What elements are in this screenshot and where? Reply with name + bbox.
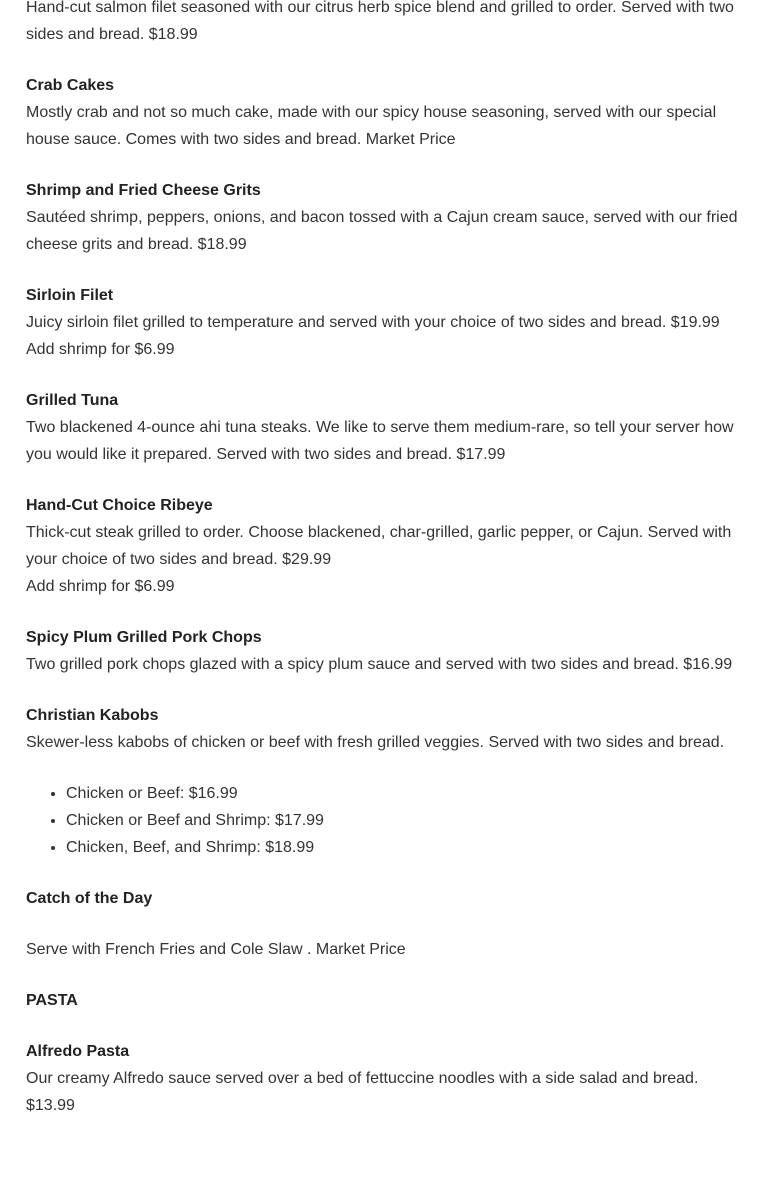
menu-item-description: Skewer-less kabobs of chicken or beef with fresh grilled veggies. Served with two sides and bread. [26,734,725,751]
menu-item-title: Spicy Plum Grilled Pork Chops [26,629,262,646]
price-option: • Chicken or Beef and Shrimp: $17.99 [66,807,742,834]
menu-item-ribeye [26,492,742,600]
menu-item-description: Juicy sirloin filet grilled to temperature and served with your choice of two sides and bread. $19.99 [26,314,720,331]
price-option: • Chicken, Beef, and Shrimp: $18.99 [66,834,742,861]
section-heading-pasta [26,987,742,1014]
menu-item-description: Hand-cut salmon filet seasoned with our citrus herb spice blend and grilled to order. Served with two sides and bread. $18.99 [26,0,734,43]
section-heading: PASTA [26,992,78,1009]
menu-item-title: Christian Kabobs [26,707,159,724]
menu-item-sirloin-filet [26,282,742,363]
menu-item-description: Two grilled pork chops glazed with a spicy plum sauce and served with two sides and bread. $16.99 [26,656,733,673]
menu-page [26,0,742,1143]
menu-item-addon: Add shrimp for $6.99 [26,341,175,358]
menu-item-description: Mostly crab and not so much cake, made with our spicy house seasoning, served with our special house sauce. Comes with two sides and bread. Market Price [26,104,717,148]
menu-item-title: Alfredo Pasta [26,1043,130,1060]
menu-item-pork-chops [26,624,742,678]
menu-item-crab-cakes [26,72,742,153]
menu-item-title: Catch of the Day [26,890,153,907]
menu-item-title: Shrimp and Fried Cheese Grits [26,182,261,199]
menu-item-catch-title [26,885,742,912]
menu-item-description: Sautéed shrimp, peppers, onions, and bacon tossed with a Cajun cream sauce, served with our fried cheese grits and bread. $18.99 [26,209,738,253]
menu-item-title: Hand-Cut Choice Ribeye [26,497,213,514]
menu-item-title: Sirloin Filet [26,287,114,304]
menu-item-shrimp-grits [26,177,742,258]
menu-item-kabobs [26,702,742,861]
menu-item-title: Crab Cakes [26,77,115,94]
menu-item-addon: Add shrimp for $6.99 [26,578,175,595]
menu-item-description: Two blackened 4-ounce ahi tuna steaks. We like to serve them medium-rare, so tell your server how you would like it prepared. Served with two sides and bread. $17.99 [26,419,734,463]
menu-item-salmon [26,0,742,48]
menu-item-description: Thick-cut steak grilled to order. Choose blackened, char-grilled, garlic pepper, or Cajun. Served with your choice of two sides and bread. $29.99 [26,524,732,568]
menu-item-title: Grilled Tuna [26,392,119,409]
menu-item-grilled-tuna [26,387,742,468]
menu-item-catch-desc [26,936,742,963]
menu-item-description: Our creamy Alfredo sauce served over a bed of fettuccine noodles with a side salad and bread. $13.99 [26,1070,699,1114]
price-option: • Chicken or Beef: $16.99 [66,780,742,807]
menu-item-alfredo [26,1038,742,1119]
menu-item-description: Serve with French Fries and Cole Slaw . Market Price [26,941,406,958]
price-options-list [26,780,742,861]
